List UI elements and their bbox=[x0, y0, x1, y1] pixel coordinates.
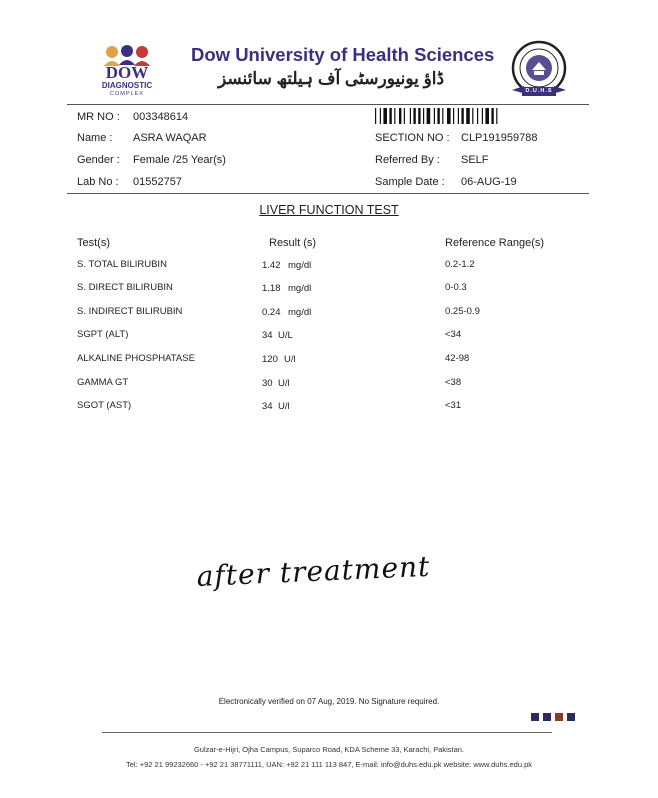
decor-square bbox=[567, 713, 575, 721]
referred-label: Referred By : bbox=[375, 154, 440, 166]
result-unit: U/l bbox=[278, 401, 290, 412]
test-name: SGOT (AST) bbox=[77, 400, 132, 411]
column-header-result: Result (s) bbox=[269, 237, 317, 249]
result-unit: mg/dl bbox=[288, 307, 312, 318]
barcode bbox=[375, 108, 553, 124]
test-name: S. INDIRECT BILIRUBIN bbox=[77, 306, 183, 317]
seal-bottom-text: D.U.H.S bbox=[525, 88, 553, 94]
dow-diagnostic-logo bbox=[92, 40, 162, 102]
reference-range: 0.25-0.9 bbox=[445, 306, 480, 317]
mr-value: 003348614 bbox=[133, 111, 189, 123]
result-unit: mg/dl bbox=[288, 283, 312, 294]
mr-label: MR NO : bbox=[77, 111, 120, 123]
section-label: SECTION NO : bbox=[375, 132, 450, 144]
test-name: GAMMA GT bbox=[77, 377, 129, 388]
test-name: S. TOTAL BILIRUBIN bbox=[77, 259, 167, 270]
decor-square bbox=[555, 713, 563, 721]
result-unit: U/l bbox=[278, 378, 290, 389]
footer-divider bbox=[102, 732, 552, 733]
result-value: 1.42 bbox=[262, 260, 281, 271]
result-value: 120 bbox=[262, 354, 278, 365]
verification-text: Electronically verified on 07 Aug, 2019. No Signature required. bbox=[218, 697, 440, 706]
section-value: CLP191959788 bbox=[461, 132, 538, 144]
lab-value: 01552757 bbox=[133, 176, 182, 188]
result-unit: U/L bbox=[278, 330, 293, 341]
column-header-test: Test(s) bbox=[77, 237, 110, 249]
decor-square bbox=[543, 713, 551, 721]
test-title-text: LIVER FUNCTION TEST bbox=[259, 203, 399, 217]
test-name: S. DIRECT BILIRUBIN bbox=[77, 282, 173, 293]
university-name: Dow University of Health Sciences bbox=[191, 44, 495, 65]
footer-contact: Tel: +92 21 99232660 - +92 21 38771111, UAN: +92 21 111 113 847, E-mail: info@duhs.edu.pk website: www.duhs.edu.pk bbox=[125, 760, 532, 769]
result-value: 34 bbox=[262, 401, 273, 412]
footer-address: Gulzar-e-Hijri, Ojha Campus, Suparco Road, KDA Scheme 33, Karachi, Pakistan. bbox=[193, 745, 465, 754]
result-value: 34 bbox=[262, 330, 273, 341]
header-divider bbox=[67, 104, 589, 105]
name-value: ASRA WAQAR bbox=[133, 132, 207, 144]
test-name: ALKALINE PHOSPHATASE bbox=[77, 353, 195, 364]
reference-range: <34 bbox=[445, 329, 462, 340]
test-name: SGPT (ALT) bbox=[77, 329, 129, 340]
logo-subtitle-2: COMPLEX bbox=[110, 91, 144, 97]
sample-label: Sample Date : bbox=[375, 176, 445, 188]
result-value: 30 bbox=[262, 378, 273, 389]
handwritten-note: after treatment bbox=[196, 549, 431, 593]
result-value: 0.24 bbox=[262, 307, 281, 318]
logo-subtitle: DIAGNOSTIC bbox=[101, 81, 153, 90]
gender-label: Gender : bbox=[77, 154, 120, 166]
logo-word: DOW bbox=[105, 63, 149, 82]
name-label: Name : bbox=[77, 132, 113, 144]
reference-range: <38 bbox=[445, 377, 462, 388]
info-divider bbox=[67, 193, 589, 194]
university-seal bbox=[506, 40, 572, 100]
decor-square bbox=[531, 713, 539, 721]
reference-range: 0.2-1.2 bbox=[445, 259, 475, 270]
reference-range: <31 bbox=[445, 400, 462, 411]
column-header-range: Reference Range(s) bbox=[445, 237, 545, 249]
referred-value: SELF bbox=[461, 154, 489, 166]
reference-range: 0-0.3 bbox=[445, 282, 467, 293]
gender-value: Female /25 Year(s) bbox=[133, 154, 226, 166]
result-unit: U/l bbox=[284, 354, 296, 365]
result-unit: mg/dl bbox=[288, 260, 312, 271]
result-value: 1.18 bbox=[262, 283, 281, 294]
university-name-urdu: ڈاؤ یونیورسٹی آف ہیلتھ سائنسز bbox=[218, 69, 445, 88]
reference-range: 42-98 bbox=[445, 353, 470, 364]
sample-value: 06-AUG-19 bbox=[461, 176, 517, 188]
test-title bbox=[0, 203, 658, 217]
lab-label: Lab No : bbox=[77, 176, 119, 188]
